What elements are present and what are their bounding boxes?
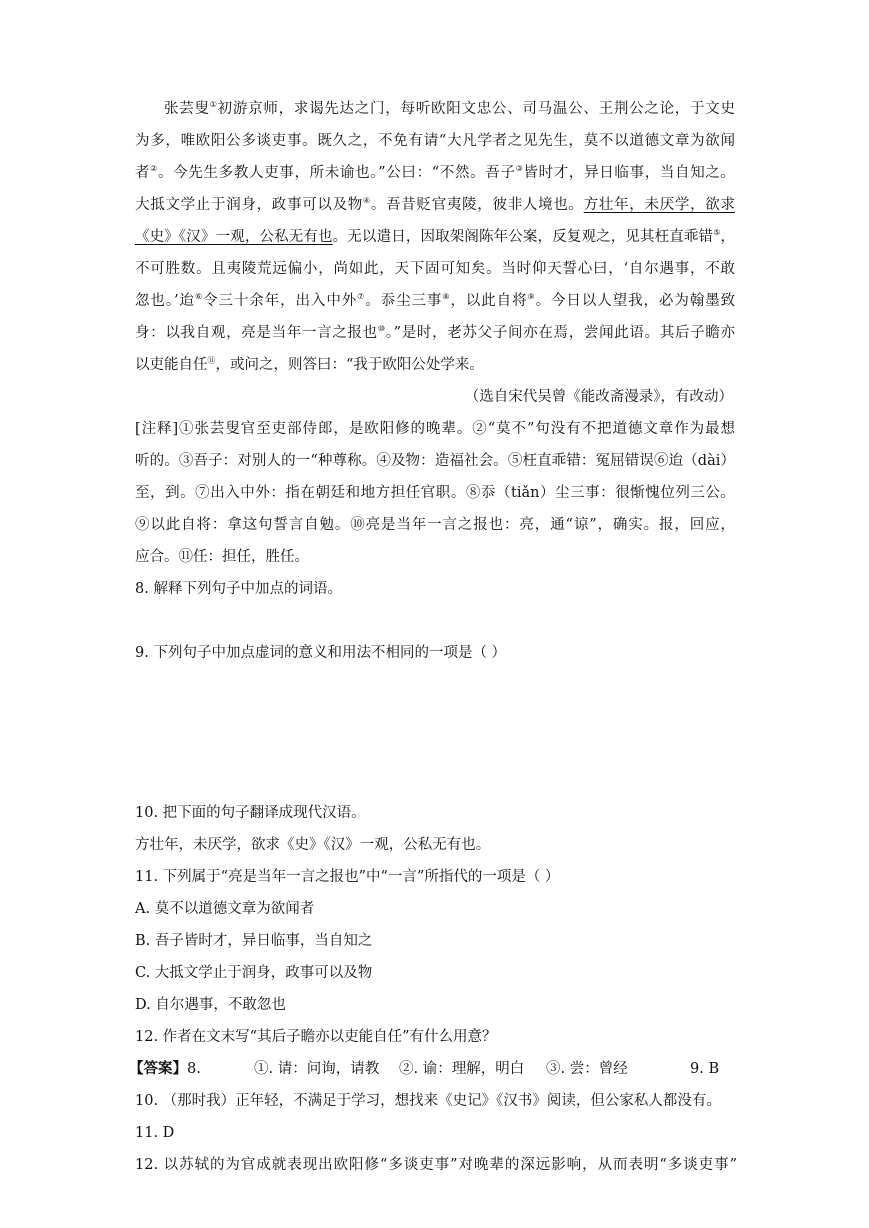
q11-option-b: B. 吾子皆时才，异日临事，当自知之 (135, 933, 373, 949)
text: 身：以我自观，亮是当年一言之报也 (135, 325, 378, 341)
text: 。无以遣日，因取架阁陈年公案，反复观之，见其枉直乖错 (332, 229, 714, 245)
answer-8-number: 8. (187, 1061, 201, 1077)
text: 为多，唯欧阳公多谈吏事。既久之，不免有请“大凡学者之见先生，莫不以道德文章为欲闻 (135, 133, 735, 149)
footnote-mark: ② (150, 164, 159, 174)
text: 。吾昔贬官夷陵，彼非人境也。 (370, 197, 584, 213)
footnote-mark: ⑪ (207, 356, 216, 366)
notes-line-1: [注释]①张芸叟官至吏部侍郎，是欧阳修的晚辈。②“莫不”句没有不把道德文章作为最想 (135, 421, 735, 437)
question-11-title: 11. 下列属于“亮是当年一言之报也”中“一言”所指代的一项是（ ） (135, 869, 560, 885)
question-8-title: 8. 解释下列句子中加点的词语。 (135, 581, 342, 597)
text: ，或问之，则答曰：“我于欧阳公处学来。 (215, 357, 484, 373)
text: 者 (135, 165, 151, 181)
footnote-mark: ⑧ (442, 292, 451, 302)
passage-line-2 (135, 132, 735, 150)
footnote-mark: ⑩ (377, 324, 386, 334)
question-9-title: 9. 下列句子中加点虚词的意义和用法不相同的一项是（ ） (135, 645, 507, 661)
text: 。忝尘三事 (365, 293, 443, 309)
passage-line-3 (135, 164, 735, 182)
answer-line-1 (129, 1060, 729, 1078)
question-10-title: 10. 把下面的句子翻译成现代汉语。 (135, 805, 366, 821)
answer-8-1: ①. 请：问询，请教 (254, 1061, 380, 1077)
passage-line-1 (135, 100, 735, 118)
text: 张芸叟 (164, 101, 210, 117)
passage-line-6 (135, 260, 735, 278)
text: 令三十余年，出入中外 (203, 293, 358, 309)
footnote-mark: ④ (363, 196, 371, 206)
q11-option-d: D. 自尔遇事，不敢忽也 (135, 997, 286, 1013)
text: 。今先生多教人吏事，所未谕也。”公曰：“不然。吾子 (158, 165, 516, 181)
passage-source: （选自宋代吴曾《能改斋漫录》，有改动） (464, 389, 733, 405)
notes-line-2: 听的。③吾子：对别人的一“种尊称。④及物：造福社会。⑤枉直乖错：冤屈错误⑥迨（dài） (135, 453, 735, 469)
question-10-sentence: 方壮年，未厌学，欲求《史》《汉》一观，公私无有也。 (135, 837, 491, 853)
passage-line-7 (135, 292, 735, 310)
notes-line-3: 至，到。⑦出入中外：指在朝廷和地方担任官职。⑧忝（tiǎn）尘三事：很惭愧位列三公。 (135, 485, 735, 501)
answer-10: 10. （那时我）正年轻，不满足于学习，想找来《史记》《汉书》阅读，但公家私人都没有。 (135, 1093, 721, 1109)
footnote-mark: ③ (515, 164, 524, 174)
footnote-mark: ⑤ (713, 228, 721, 238)
text: 皆时才，异日临事，当自知之。 (523, 165, 735, 181)
footnote-mark: ⑨ (527, 292, 536, 302)
underlined-sentence: 方壮年，未厌学，欲求 (583, 197, 735, 213)
text: 以吏能自任 (135, 357, 208, 373)
text: 忽也。’迨 (135, 293, 195, 309)
answer-9: 9. B (690, 1061, 720, 1077)
answer-8-2: ②. 谕：理解，明白 (399, 1061, 525, 1077)
footnote-mark: ⑦ (357, 292, 366, 302)
text: 初游京师，求谒先达之门，每听欧阳文忠公、司马温公、王荆公之论，于文史 (217, 101, 735, 117)
notes-line-5: 应合。⑪任：担任，胜任。 (135, 549, 309, 565)
text: ，以此自将 (450, 293, 528, 309)
passage-line-4 (135, 196, 735, 214)
question-12-title: 12. 作者在文末写“其后子瞻亦以吏能自任”有什么用意？ (135, 1029, 497, 1045)
passage-line-8 (135, 324, 735, 342)
text: 。今日以人望我，必为翰墨致 (535, 293, 735, 309)
answer-11: 11. D (135, 1125, 175, 1141)
passage-line-5 (135, 228, 735, 246)
text: 不可胜数。且夷陵荒远偏小，尚如此，天下固可知矣。当时仰天誓心曰，‘自尔遇事，不敢 (135, 261, 735, 277)
passage-line-9 (135, 356, 735, 374)
underlined-sentence: 《史》《汉》一观，公私无有也 (135, 229, 333, 245)
q11-option-c: C. 大抵文学止于润身，政事可以及物 (135, 965, 373, 981)
footnote-mark: ⑥ (194, 292, 204, 302)
footnote-mark: ① (209, 100, 218, 110)
q11-option-a: A. 莫不以道德文章为欲闻者 (135, 901, 315, 917)
text: 。”是时，老苏父子间亦在焉，尝闻此语。其后子瞻亦 (385, 325, 735, 341)
text: 大抵文学止于润身，政事可以及物 (135, 197, 364, 213)
text: ， (720, 229, 735, 245)
answer-8-3: ③. 尝：曾经 (546, 1061, 628, 1077)
answer-12: 12. 以苏轼的为官成就表现出欧阳修“多谈吏事”对晚辈的深远影响，从而表明“多谈吏事” (135, 1157, 737, 1173)
notes-line-4: ⑨以此自将：拿这句誓言自勉。⑩亮是当年一言之报也：亮，通“谅”，确实。报，回应， (135, 517, 735, 533)
answer-label: 【答案】 (129, 1060, 187, 1077)
